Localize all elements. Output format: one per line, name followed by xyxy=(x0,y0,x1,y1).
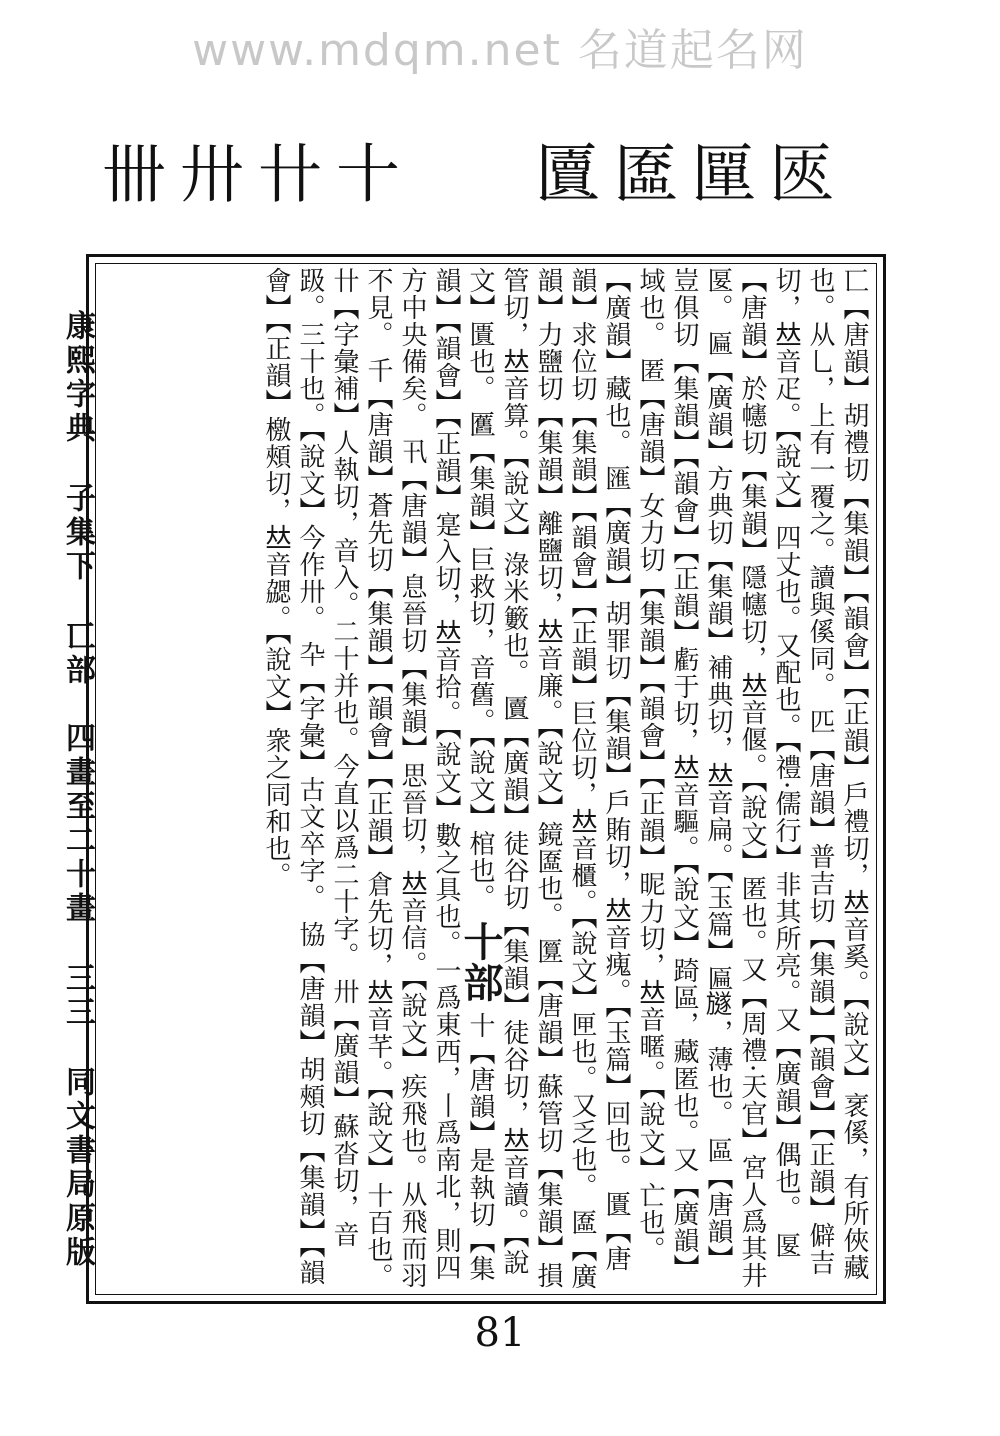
dictionary-entry: 匹【唐韻】普吉切【集韻】【韻會】【正韻】僻吉切，𠀤音疋。【說文】四丈也。又配也。【禮·儒行】非其所亮。又【廣韻】偶也。 xyxy=(771,267,835,1277)
heading-char: 十 xyxy=(325,140,399,212)
dictionary-entry: 匶【集韻】巨救切，音舊。【說文】棺也。 xyxy=(465,411,495,912)
volume-label: 子集下 xyxy=(60,482,95,584)
dictionary-entry: 匵【廣韻】徒谷切【集韻】徒谷切，𠀤音讀。【說文】匱也。 xyxy=(465,267,529,1277)
site-watermark: www.mdqm.net 名道起名网 xyxy=(192,25,808,76)
page-reference: 三三 xyxy=(60,962,95,1030)
publisher-label: 同文書局原版 xyxy=(60,1066,95,1270)
dictionary-body xyxy=(101,267,871,1291)
heading-char: 匧 xyxy=(759,140,833,212)
dictionary-entry: 十【唐韻】是執切【集韻】【韻會】【正韻】寔入切，𠀤音拾。【說文】數之具也。一爲東西，丨爲南北，則四方中央備矣。 xyxy=(397,267,495,1282)
dictionary-frame xyxy=(86,254,886,1304)
dictionary-entry: 卅【廣韻】蘇沓切，音趿。三十也。【說文】今作卅。 xyxy=(295,267,359,1249)
heading-char: 卅 xyxy=(169,140,243,212)
dictionary-entry: 千【唐韻】蒼先切【集韻】【韻會】【正韻】倉先切，𠀤音芊。【說文】十百也。 xyxy=(363,357,393,1291)
dictionary-entry: 匿【唐韻】女力切【集韻】【韻會】【正韻】昵力切，𠀤音暱。【說文】亡也。【廣韻】藏也。 xyxy=(601,267,665,1264)
heading-char: 匲 xyxy=(603,140,677,212)
dictionary-entry: 卂【唐韻】息晉切【集韻】思晉切，𠀤音信。【說文】疾飛也。从飛而羽不見。 xyxy=(363,267,427,1290)
dictionary-entry: 卆【字彙】古文卒字。 xyxy=(295,641,325,912)
dictionary-entry: 匾【廣韻】方典切【集韻】補典切，𠀤音扁。【玉篇】匾𣄚，薄也。 xyxy=(703,330,733,1128)
dictionary-entry: 匽【唐韻】於幰切【集韻】隱幰切，𠀤音偃。【說文】匿也。又【周禮·天官】宮人爲其井匽。 xyxy=(703,267,801,1290)
heading-characters-left xyxy=(91,140,399,212)
heading-char: 卌 xyxy=(91,140,165,212)
radical-section-heading: 十部 xyxy=(457,920,504,1003)
dictionary-entry: 匯【廣韻】胡罪切【集韻】戶賄切，𠀤音瘣。【玉篇】回也。 xyxy=(601,465,631,1182)
heading-char: 匰 xyxy=(681,140,755,212)
book-title: 康熙字典 xyxy=(60,310,95,446)
heading-char: 匵 xyxy=(525,140,599,212)
heading-characters-right xyxy=(525,140,833,212)
page-number: 81 xyxy=(474,1310,526,1356)
dictionary-entry: 匴【唐韻】蘇管切【集韻】損管切，𠀤音算。【說文】淥米籔也。 xyxy=(499,267,563,1290)
dictionary-entry: 匱【唐韻】求位切【集韻】【韻會】【正韻】巨位切，𠀤音櫃。【說文】匣也。又乏也。 xyxy=(567,267,631,1272)
dictionary-entry: 匸【唐韻】胡禮切【集韻】【韻會】【正韻】戶禮切，𠀤音奚。【說文】衺傒，有所俠藏也。从乚，上有一覆之。讀與傒同。 xyxy=(805,267,869,1281)
dictionary-entry: 匲【廣韻】力鹽切【集韻】離鹽切，𠀤音廉。【說文】鏡匲也。 xyxy=(533,267,597,1291)
heading-char: 卄 xyxy=(247,140,321,212)
dictionary-entry: 協【唐韻】胡頰切【集韻】【韻會】【正韻】檄頰切，𠀤音勰。【說文】衆之同和也。 xyxy=(261,267,325,1286)
dictionary-entry: 卄【字彙補】人執切，音入。二十并也。今直以爲二十字。 xyxy=(329,267,359,969)
section-label: 匸部 四畫至二十畫 xyxy=(60,620,95,926)
dictionary-entry: 區【唐韻】豈俱切【集韻】【韻會】【正韻】虧于切，𠀤音驅。【說文】踦區，藏匿也。又【廣韻】域也。 xyxy=(635,267,733,1281)
